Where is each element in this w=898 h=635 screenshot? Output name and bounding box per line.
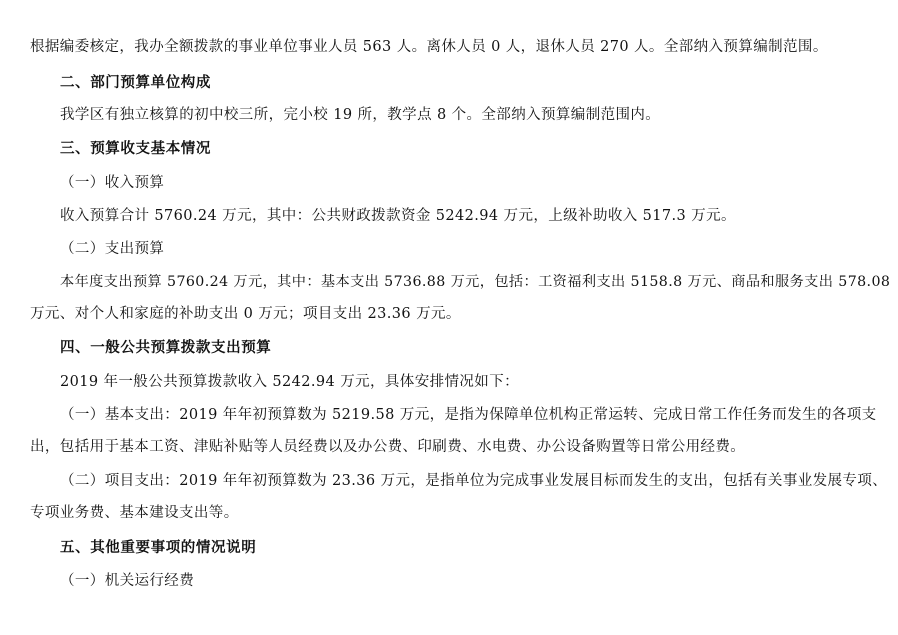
section-3-income-text: 收入预算合计 5760.24 万元，其中：公共财政拨款资金 5242.94 万元，上级补助收入 517.3 万元。: [60, 208, 736, 224]
section-3-subheading-income: （一）收入预算: [60, 175, 165, 191]
section-4-text: 2019 年一般公共预算拨款收入 5242.94 万元，具体安排情况如下：: [60, 374, 519, 390]
section-4-item-1-line-2: 出，包括用于基本工资、津贴补贴等人员经费以及办公费、印刷费、水电费、办公设备购置等日常公用经费。: [30, 439, 746, 455]
section-3-expense-text-line-2: 万元、对个人和家庭的补助支出 0 万元；项目支出 23.36 万元。: [30, 306, 461, 322]
section-4-item-2-line-1: （二）项目支出：2019 年年初预算数为 23.36 万元，是指单位为完成事业发展目标而发生的支出，包括有关事业发展专项、: [60, 473, 888, 489]
intro-paragraph-line: 根据编委核定，我办全额拨款的事业单位事业人员 563 人。离休人员 0 人，退休人员 270 人。全部纳入预算编制范围。: [30, 39, 828, 55]
section-3-subheading-expense: （二）支出预算: [60, 241, 165, 257]
section-5-subheading-operating-expenses: （一）机关运行经费: [60, 573, 195, 589]
section-4-heading: 四、一般公共预算拨款支出预算: [60, 340, 272, 356]
section-3-expense-text-line-1: 本年度支出预算 5760.24 万元，其中：基本支出 5736.88 万元，包括：工资福利支出 5158.8 万元、商品和服务支出 578.08: [60, 274, 891, 290]
section-2-text: 我学区有独立核算的初中校三所，完小校 19 所，教学点 8 个。全部纳入预算编制范围内。: [60, 107, 661, 123]
section-2-heading: 二、部门预算单位构成: [60, 75, 211, 91]
section-4-item-2-line-2: 专项业务费、基本建设支出等。: [30, 505, 239, 521]
section-4-item-1-line-1: （一）基本支出：2019 年年初预算数为 5219.58 万元，是指为保障单位机构正常运转、完成日常工作任务而发生的各项支: [60, 407, 877, 423]
section-3-heading: 三、预算收支基本情况: [60, 141, 211, 157]
section-5-heading: 五、其他重要事项的情况说明: [60, 540, 257, 556]
